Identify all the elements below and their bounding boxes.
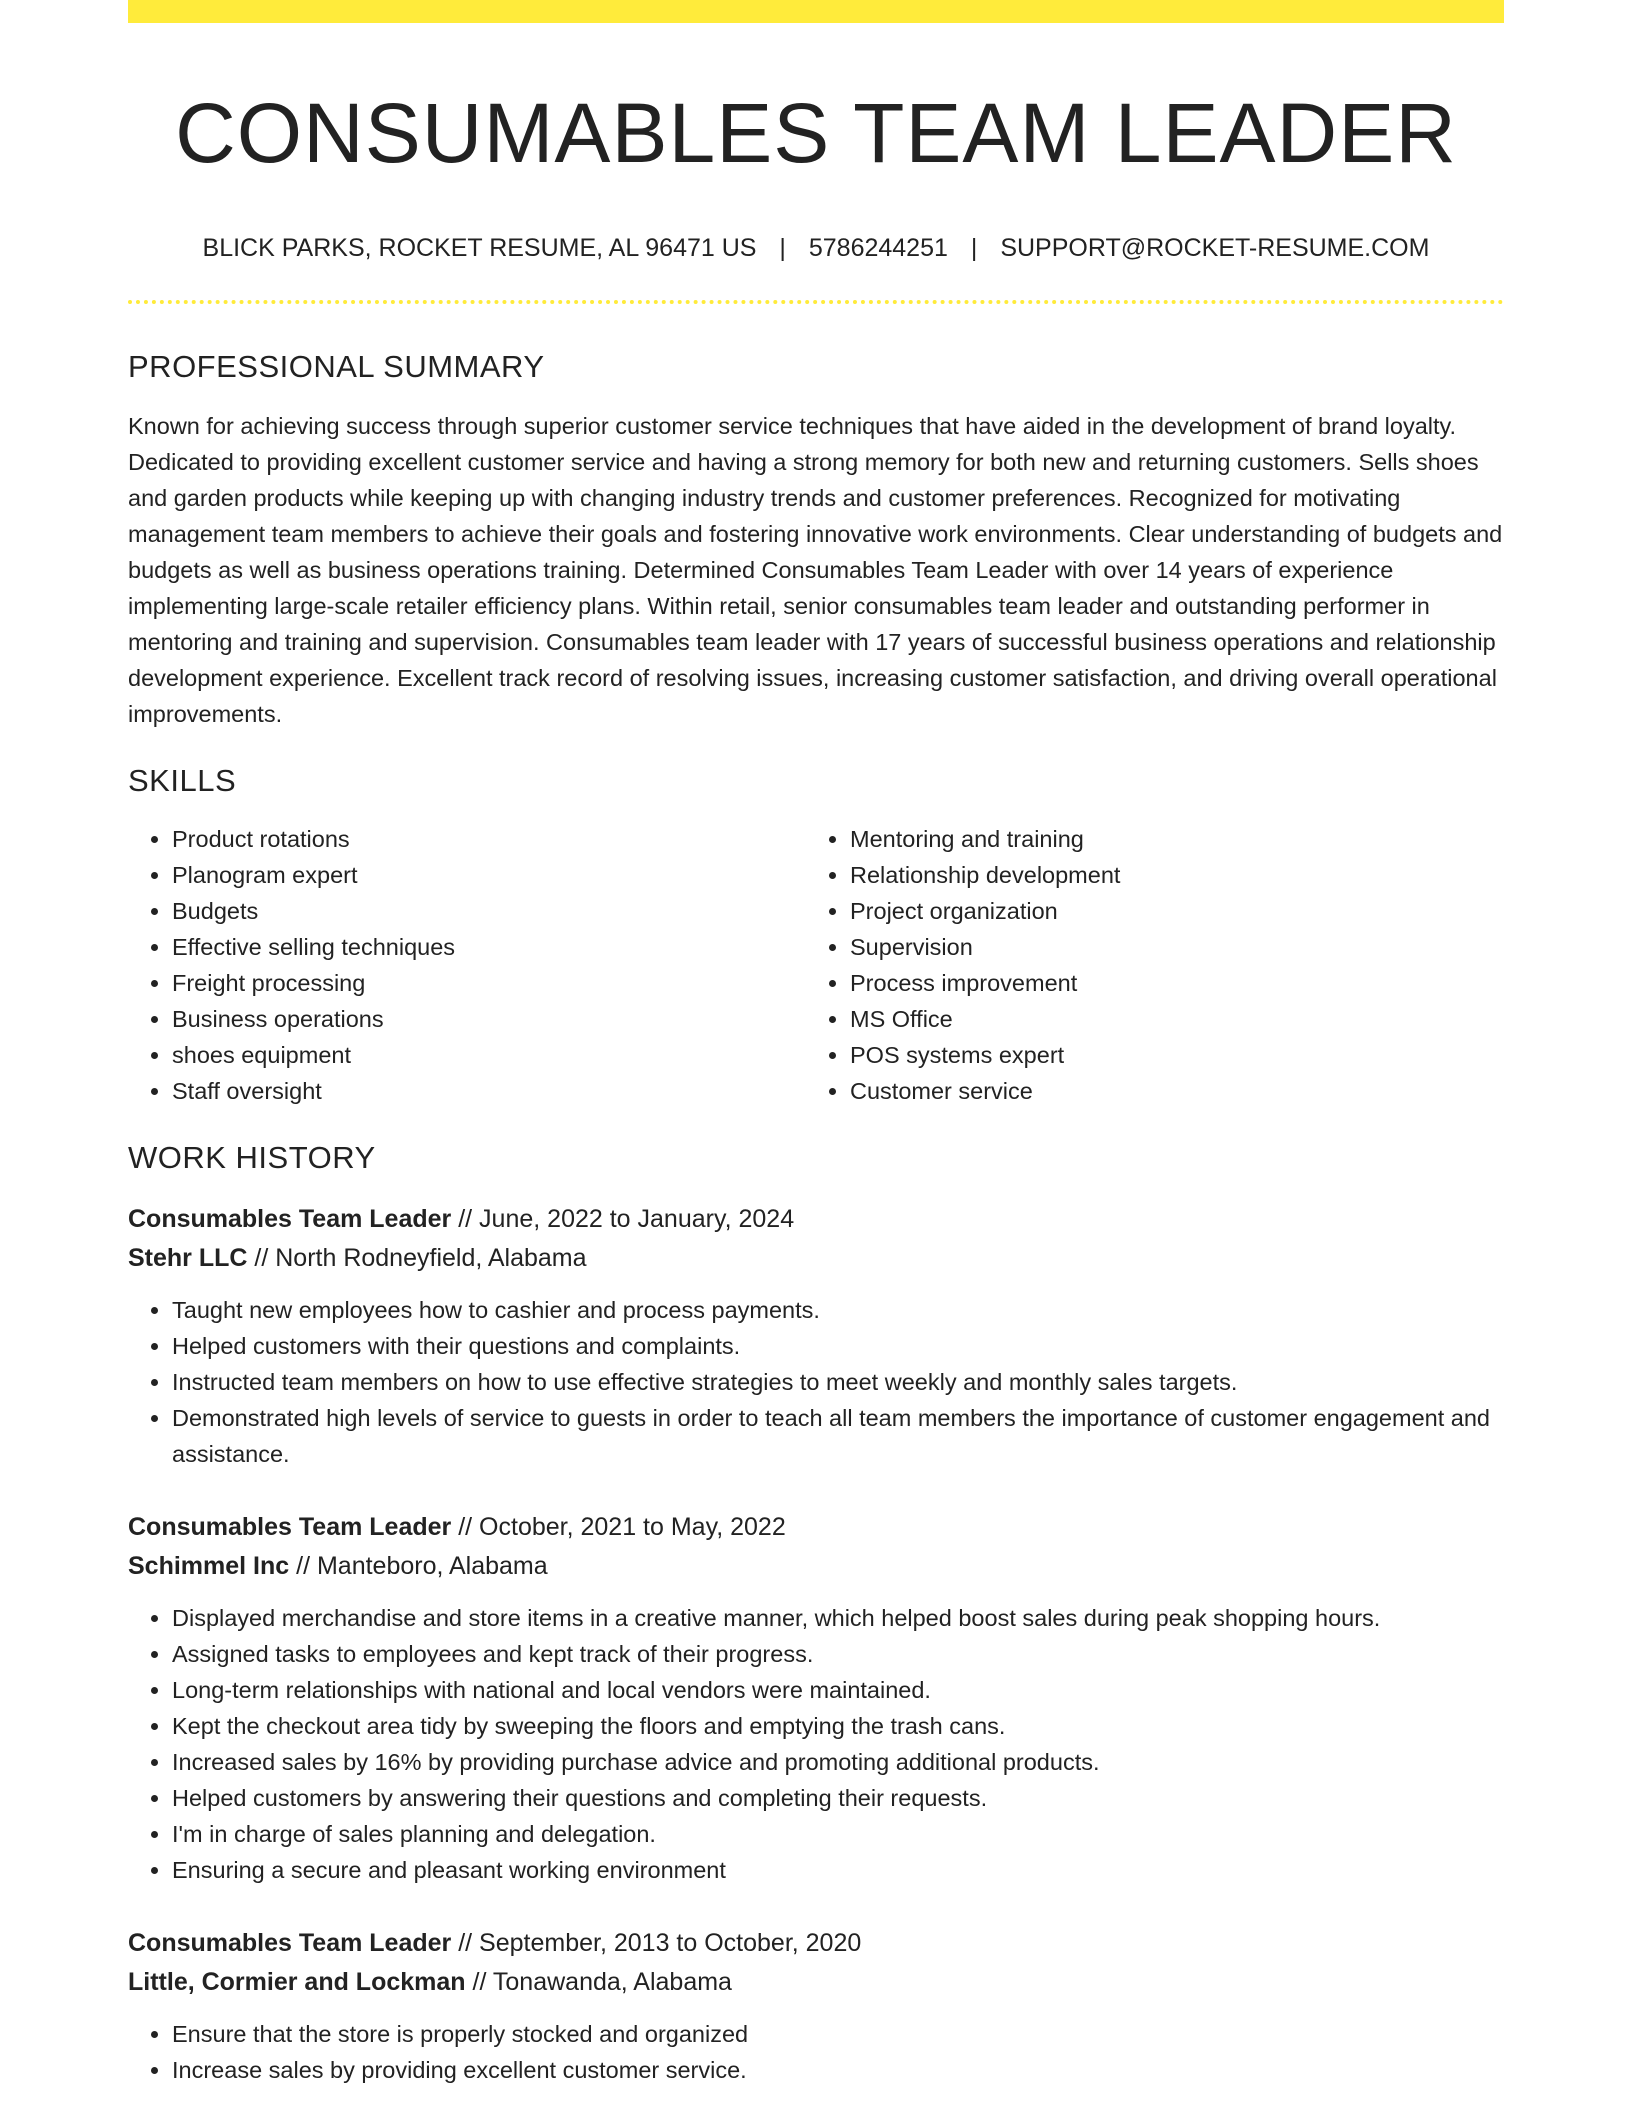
job-title: Consumables Team Leader bbox=[128, 1512, 452, 1541]
skill-item: • Budgets bbox=[172, 893, 806, 929]
work-history-heading: WORK HISTORY bbox=[128, 1139, 376, 1175]
job-bullet: • Increased sales by 16% by providing purchase advice and promoting additional products. bbox=[172, 1744, 1504, 1780]
skill-item: • Supervision bbox=[850, 929, 1484, 965]
summary-heading: PROFESSIONAL SUMMARY bbox=[128, 349, 545, 385]
job-dates: // June, 2022 to January, 2024 bbox=[458, 1204, 795, 1233]
job-entry bbox=[128, 1924, 1504, 2088]
job-bullet: • Assigned tasks to employees and kept track of their progress. bbox=[172, 1636, 1504, 1672]
contact-email: SUPPORT@ROCKET-RESUME.COM bbox=[1000, 234, 1430, 263]
skill-item: • Mentoring and training bbox=[850, 821, 1484, 857]
job-bullets bbox=[128, 1600, 1504, 1888]
job-bullet: • Ensure that the store is properly stocked and organized bbox=[172, 2016, 1504, 2052]
contact-address: BLICK PARKS, ROCKET RESUME, AL 96471 US bbox=[202, 234, 757, 263]
skill-item: • Freight processing bbox=[172, 965, 806, 1001]
resume-page bbox=[128, 0, 1504, 2088]
contact-separator: | bbox=[779, 234, 786, 263]
skill-item: • Staff oversight bbox=[172, 1073, 806, 1109]
job-title-line bbox=[128, 1924, 1504, 1963]
job-bullet: • Long-term relationships with national and local vendors were maintained. bbox=[172, 1672, 1504, 1708]
skills-column-left bbox=[128, 821, 806, 1109]
job-bullet: • Kept the checkout area tidy by sweeping the floors and emptying the trash cans. bbox=[172, 1708, 1504, 1744]
summary-text: Known for achieving success through superior customer service techniques that have aided in the development of brand loyalty. Dedicated to providing excellent customer service and having a strong memory for both new and returning customers. Sells shoes and garden products while keeping up with changing industry trends and customer preferences. Recognized for motivating management team members to achieve their goals and fostering innovative work environments. Clear understanding of budgets and budgets as well as business operations training. Determined Consumables Team Leader with over 14 years of experience implementing large-scale retailer efficiency plans. Within retail, senior consumables team leader and outstanding performer in mentoring and training and supervision. Consumables team leader with 17 years of successful business operations and relationship development experience. Excellent track record of resolving issues, increasing customer satisfaction, and driving overall operational improvements. bbox=[128, 412, 1503, 727]
skills-column-right bbox=[806, 821, 1484, 1109]
skill-item: • Planogram expert bbox=[172, 857, 806, 893]
job-company: Schimmel Inc bbox=[128, 1551, 290, 1580]
job-bullet: • Instructed team members on how to use effective strategies to meet weekly and monthly sales targets. bbox=[172, 1364, 1504, 1400]
job-title-line bbox=[128, 1200, 1504, 1239]
skill-item: • Customer service bbox=[850, 1073, 1484, 1109]
job-company: Little, Cormier and Lockman bbox=[128, 1967, 466, 1996]
skill-item: • MS Office bbox=[850, 1001, 1484, 1037]
skills-list bbox=[128, 821, 1504, 1109]
skill-item: • Relationship development bbox=[850, 857, 1484, 893]
job-bullet: • Ensuring a secure and pleasant working environment bbox=[172, 1852, 1504, 1888]
job-bullets bbox=[128, 2016, 1504, 2088]
job-dates: // September, 2013 to October, 2020 bbox=[458, 1928, 862, 1957]
job-bullet: • I'm in charge of sales planning and delegation. bbox=[172, 1816, 1504, 1852]
skill-item: • Process improvement bbox=[850, 965, 1484, 1001]
contact-line bbox=[128, 233, 1504, 263]
resume-title: CONSUMABLES TEAM LEADER bbox=[175, 86, 1457, 180]
job-location: // North Rodneyfield, Alabama bbox=[254, 1243, 587, 1272]
contact-phone: 5786244251 bbox=[808, 234, 948, 263]
dotted-divider bbox=[128, 300, 1504, 304]
skill-item: • Product rotations bbox=[172, 821, 806, 857]
job-bullet: • Taught new employees how to cashier and process payments. bbox=[172, 1292, 1504, 1328]
contact-separator: | bbox=[970, 234, 978, 263]
job-bullet: • Demonstrated high levels of service to guests in order to teach all team members the importance of customer engagement and assistance. bbox=[172, 1400, 1504, 1472]
job-bullet: • Increase sales by providing excellent customer service. bbox=[172, 2052, 1504, 2088]
job-title: Consumables Team Leader bbox=[128, 1204, 452, 1233]
job-dates: // October, 2021 to May, 2022 bbox=[458, 1512, 786, 1541]
job-company: Stehr LLC bbox=[128, 1243, 248, 1272]
job-entry bbox=[128, 1200, 1504, 1472]
job-company-line bbox=[128, 1239, 1504, 1278]
skill-item: • shoes equipment bbox=[172, 1037, 806, 1073]
job-title-line bbox=[128, 1508, 1504, 1547]
skills-heading: SKILLS bbox=[128, 762, 237, 798]
job-bullets bbox=[128, 1292, 1504, 1472]
skill-item: • Project organization bbox=[850, 893, 1484, 929]
accent-top-bar bbox=[128, 0, 1504, 23]
job-entry bbox=[128, 1508, 1504, 1888]
job-bullet: • Displayed merchandise and store items in a creative manner, which helped boost sales during peak shopping hours. bbox=[172, 1600, 1504, 1636]
job-company-line bbox=[128, 1547, 1504, 1586]
job-location: // Manteboro, Alabama bbox=[296, 1551, 548, 1580]
skill-item: • Effective selling techniques bbox=[172, 929, 806, 965]
job-location: // Tonawanda, Alabama bbox=[472, 1967, 732, 1996]
skill-item: • POS systems expert bbox=[850, 1037, 1484, 1073]
job-company-line bbox=[128, 1963, 1504, 2002]
skill-item: • Business operations bbox=[172, 1001, 806, 1037]
job-bullet: • Helped customers by answering their questions and completing their requests. bbox=[172, 1780, 1504, 1816]
job-bullet: • Helped customers with their questions and complaints. bbox=[172, 1328, 1504, 1364]
job-title: Consumables Team Leader bbox=[128, 1928, 452, 1957]
